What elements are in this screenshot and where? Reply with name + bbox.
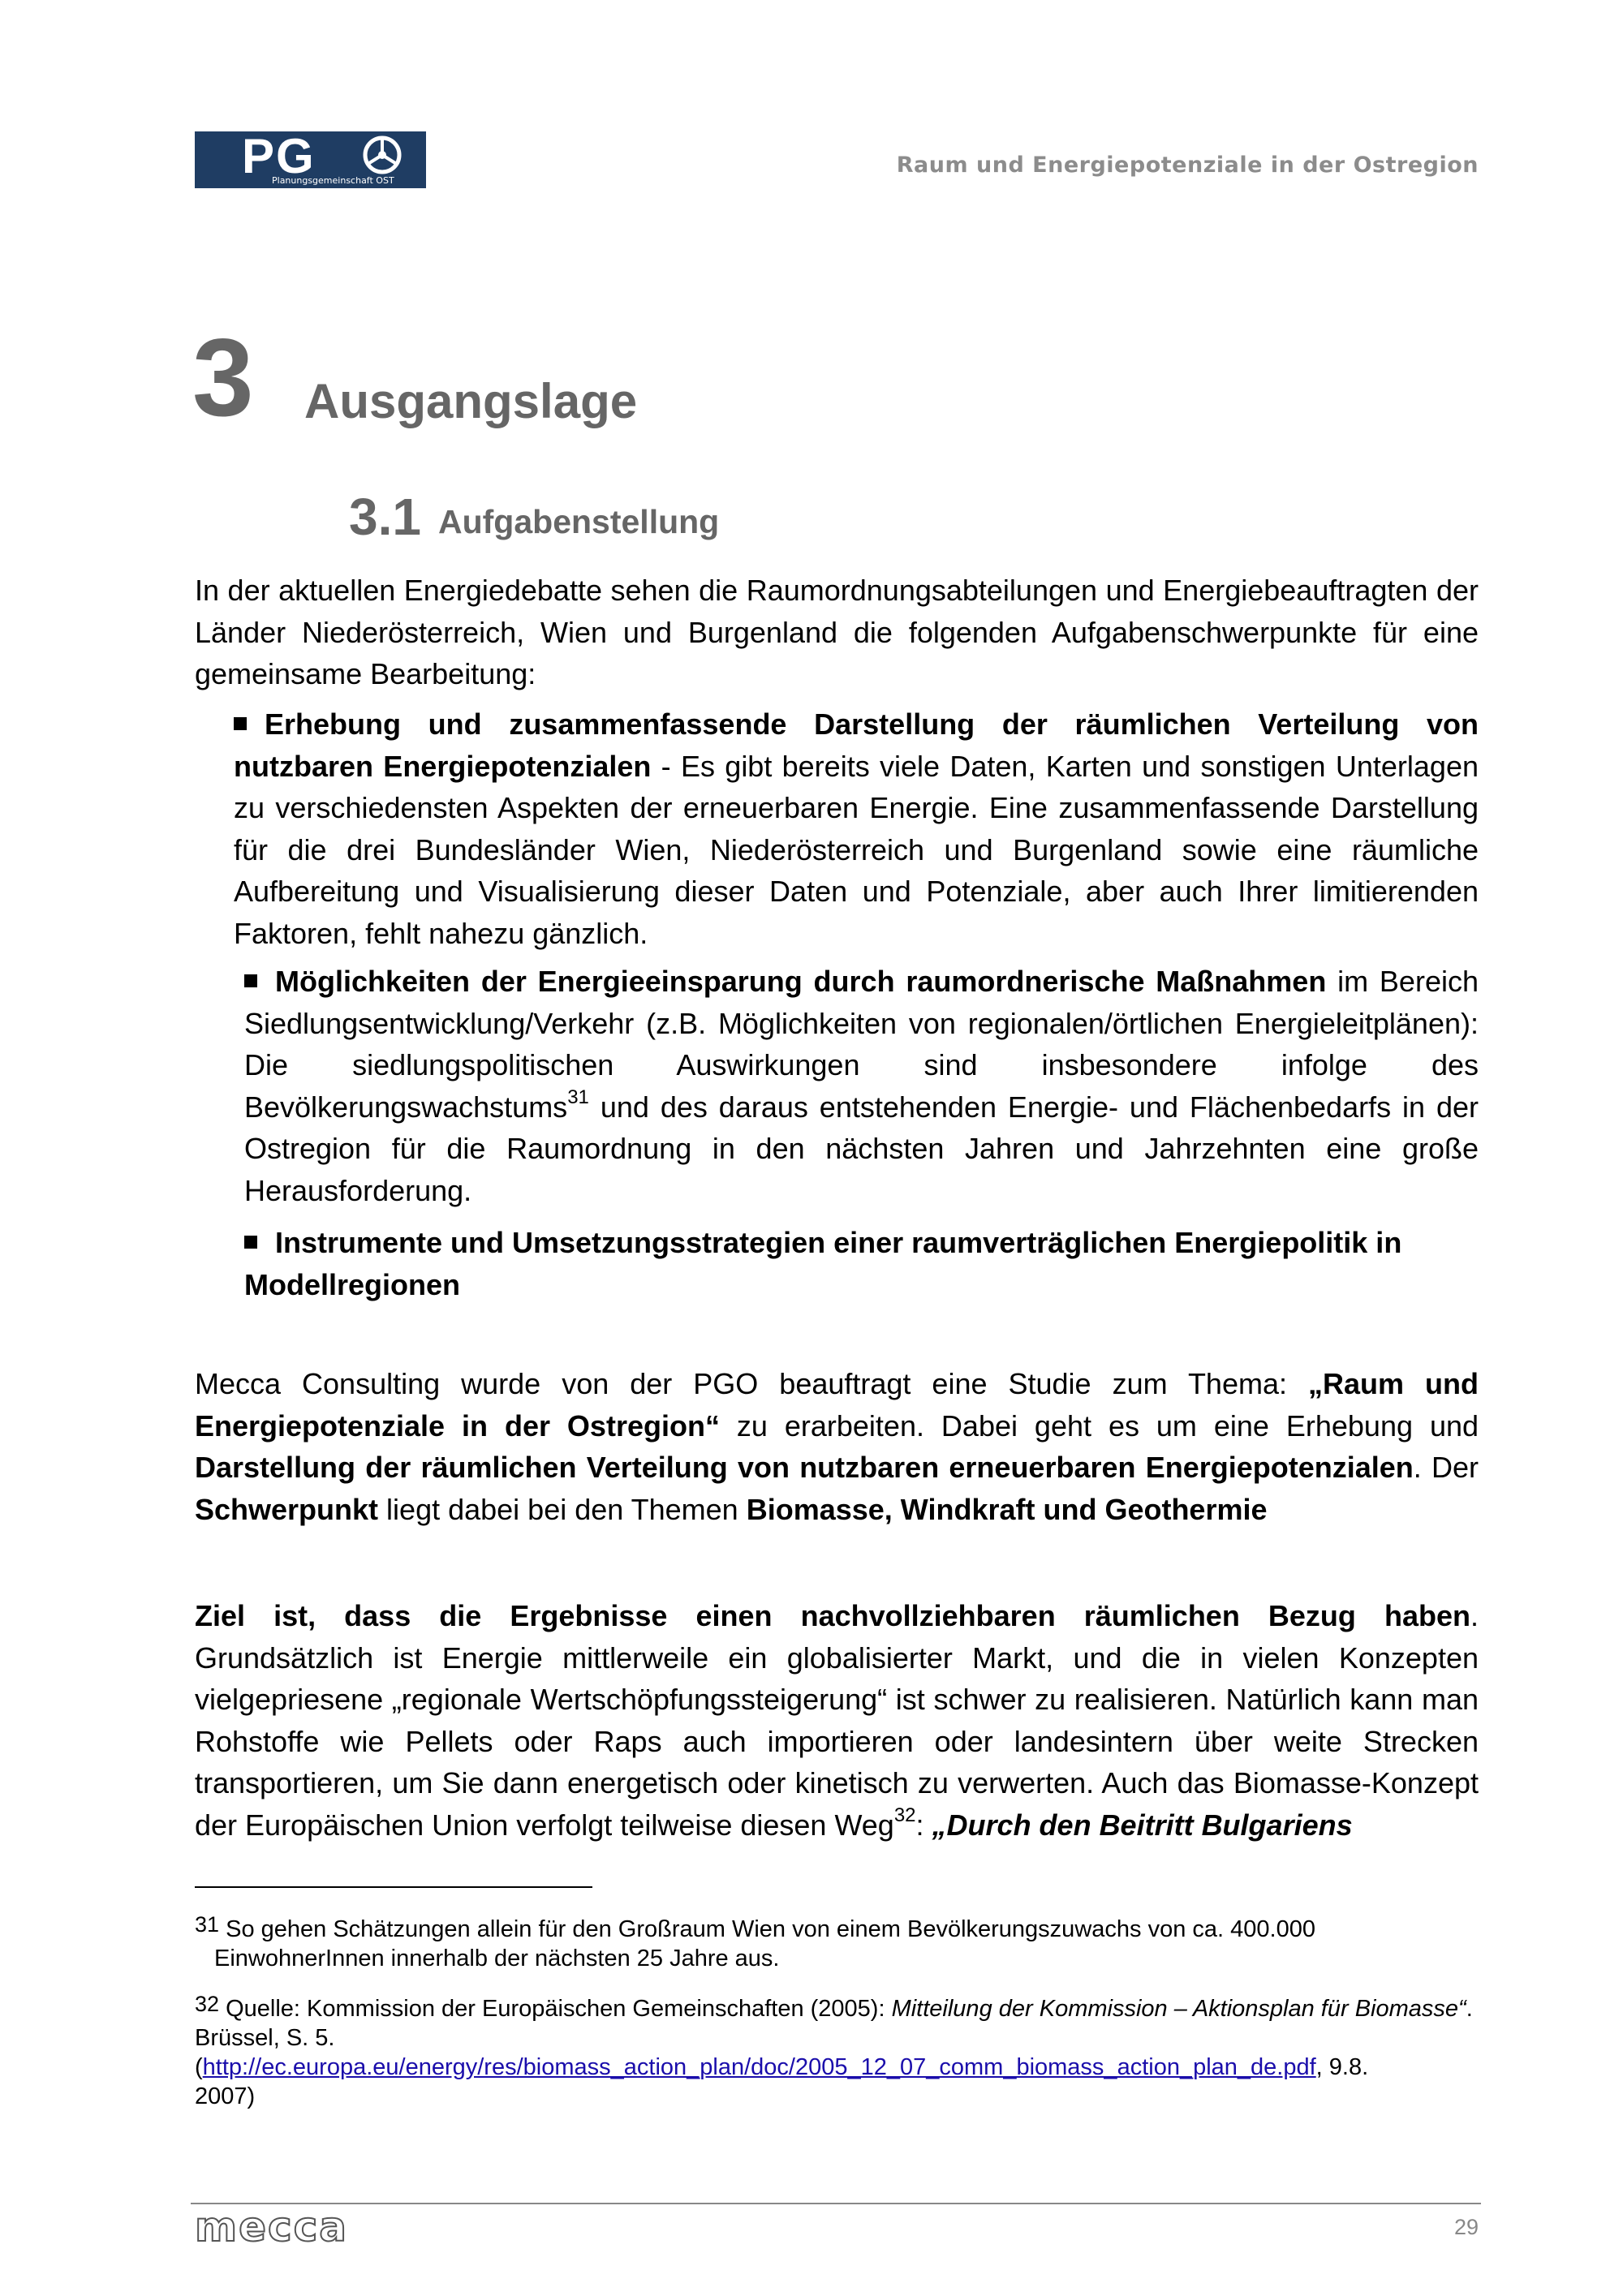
square-bullet-icon (244, 974, 257, 987)
square-bullet-icon (244, 1236, 257, 1249)
chapter-title: Ausgangslage (304, 374, 638, 428)
pgo-logo (195, 131, 426, 188)
bullet-3-bold: Instrumente und Umsetzungsstrategien einer raumverträglichen Energiepolitik in Modellregionen (244, 1226, 1402, 1301)
para2-bold-2: Darstellung der räumlichen Verteilung von nutzbaren erneuerbaren Energiepotenzialen (195, 1451, 1414, 1484)
bullet-1-text: - Es gibt bereits viele Daten, Karten und sonstigen Unterlagen zu verschiedensten Aspekten der erneuerbaren Energie. Eine zusammenfassende Darstellung für die drei Bundesländer Wien, Niederösterreich und Burgenland sowie eine räumliche Aufbereitung und Visualisierung dieser Daten und Potenziale, aber auch Ihrer limitierenden Faktoren, fehlt nahezu gänzlich. (234, 749, 1479, 950)
footnote-separator (195, 1886, 592, 1888)
footnote-31-text-2: EinwohnerInnen innerhalb der nächsten 25 Jahre aus. (214, 1946, 780, 1971)
para2-bold-4: Biomasse, Windkraft und Geothermie (746, 1492, 1268, 1526)
footnote-32-text-4: 2007) (195, 2083, 256, 2109)
footnote-31 (195, 1912, 1477, 1973)
footnote-ref-32[interactable]: 32 (893, 1804, 916, 1826)
footnote-31-text: So gehen Schätzungen allein für den Großraum Wien von einem Bevölkerungszuwachs von ca. 400.000 (219, 1916, 1315, 1942)
bullet-2-text-b: und des daraus entstehenden Energie- und Flächenbedarfs in der Ostregion für die Raumordnung in den nächsten Jahren und Jahrzehnten eine große Herausforderung. (244, 1090, 1479, 1207)
footnote-32 (195, 1994, 1477, 2111)
section-title: Aufgabenstellung (438, 503, 720, 540)
para2-bold-3: Schwerpunkt (195, 1492, 379, 1526)
footnote-32-text-2: . Brüssel, S. 5. (195, 1996, 1473, 2051)
para3-text-1: . Grundsätzlich ist Energie mittlerweile ein globalisierter Markt, und die in vielen Konzepten vielgepriesene „regionale Wertschöpfungssteigerung“ ist schwer zu realisieren. Natürlich kann man Rohstoffe wie Pellets oder Raps auch importieren oder landesintern über weite Strecken transportieren, um Sie dann energetisch oder kinetisch zu verwerten. Auch das Biomasse-Konzept der Europäischen Union verfolgt teilweise diesen Weg (195, 1599, 1479, 1842)
running-title: Raum und Energiepotenziale in der Ostregion (896, 153, 1479, 178)
para2-text-2: zu erarbeiten. Dabei geht es um eine Erhebung und (719, 1408, 1479, 1443)
bullet-item-1 (234, 703, 1479, 954)
logo-text: PG (242, 129, 316, 183)
square-bullet-icon (234, 717, 247, 730)
study-paragraph (195, 1363, 1479, 1530)
bullet-2-text-a: im Bereich Siedlungsentwicklung/Verkehr (z.B. Möglichkeiten von regionalen/örtlichen Energieleitplänen): Die siedlungspolitischen Auswirkungen sind insbesondere infolge des Bevölkerungswachstums (244, 965, 1479, 1124)
bullet-item-3 (244, 1222, 1479, 1305)
footnote-32-link[interactable]: http://ec.europa.eu/energy/res/biomass_action_plan/doc/2005_12_07_comm_biomass_action_plan_de.pdf (202, 2054, 1316, 2080)
footnote-ref-31[interactable]: 31 (567, 1086, 589, 1108)
para2-bold-1: „Raum und Energiepotenziale in der Ostregion“ (195, 1367, 1479, 1443)
goal-paragraph (195, 1595, 1479, 1846)
pgo-emblem-icon (362, 135, 403, 175)
section-number: 3.1 (349, 488, 421, 546)
para2-text-3: . Der (1413, 1451, 1479, 1484)
bullet-item-2 (244, 961, 1479, 1211)
footnote-32-number: 32 (195, 1992, 220, 2016)
mecca-logo (193, 2208, 368, 2247)
footnote-32-text-1: Quelle: Kommission der Europäischen Gemeinschaften (2005): (219, 1996, 892, 2022)
footnote-32-paren: ( (195, 2054, 203, 2080)
page-number: 29 (1453, 2215, 1479, 2239)
bullet-1-bold: Erhebung und zusammenfassende Darstellung der räumlichen Verteilung von nutzbaren Energiepotenzialen (234, 707, 1479, 783)
para2-text-4: liegt dabei bei den Themen (378, 1492, 747, 1526)
footnote-32-italic: Mitteilung der Kommission – Aktionsplan für Biomasse“ (891, 1996, 1466, 2022)
footnote-31-number: 31 (195, 1912, 220, 1937)
logo-subtitle: Planungsgemeinschaft OST (272, 175, 394, 186)
para3-italic-1: „Durch den Beitritt Bulgariens (932, 1808, 1353, 1842)
bullet-2-bold: Möglichkeiten der Energieeinsparung durch raumordnerische Maßnahmen (275, 965, 1327, 998)
mecca-logo-text: mecca (195, 2208, 349, 2247)
chapter-number: 3 (192, 316, 254, 439)
para3-text-2: : (915, 1808, 932, 1842)
para2-text-1: Mecca Consulting wurde von der PGO beauftragt eine Studie zum Thema: (195, 1367, 1308, 1400)
para3-bold-1: Ziel ist, dass die Ergebnisse einen nachvollziehbaren räumlichen Bezug haben (195, 1599, 1470, 1632)
footer-rule (191, 2203, 1481, 2204)
intro-paragraph: In der aktuellen Energiedebatte sehen die Raumordnungsabteilungen und Energiebeauftragten der Länder Niederösterreich, Wien und Burgenland die folgenden Aufgabenschwerpunkte für eine gemeinsame Bearbeitung: (195, 574, 1479, 690)
footnote-32-text-3: , 9.8. (1315, 2054, 1369, 2080)
